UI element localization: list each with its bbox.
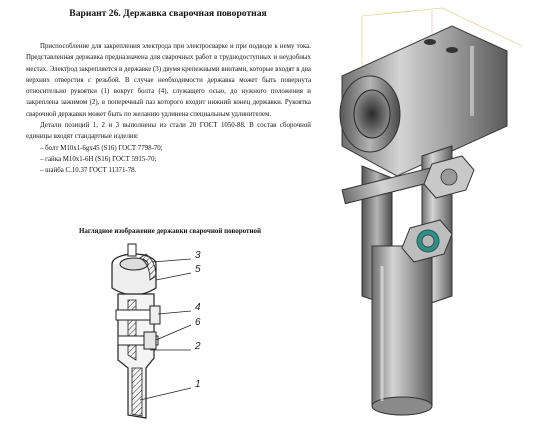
callout-4: 4 (195, 302, 201, 313)
body-text (26, 41, 311, 177)
paragraph-materials: Детали позиций 1, 2 и 3 выполнены из стали 20 ГОСТ 1050-88. В состав сборочной единицы входят стандартные изделия: (26, 122, 311, 141)
list-item-bolt: – болт М10х1-6gх45 (S16) ГОСТ 7798-70; (40, 144, 163, 152)
callout-1: 1 (195, 379, 201, 390)
figure-caption: Наглядное изображение державки сварочной поворотной (78, 227, 262, 235)
callout-3: 3 (195, 250, 201, 261)
paragraph-description: Приспособление для закрепления электрода при электросварке и при подводе к нему тока. Представленная державка предназначена для сварочных работ в труднодоступных и неудобных местах. Электрод закрепляется в державке (3) двумя крепежными винтами, которые входят в два верхних отверстия с резьбой. В случае необходимости державка может быть повернута относительно рукоятки (1) вокруг болта (4), служащего осью, до нужного положения и закреплена зажимом (2), в поперечный паз которого входит нижний конец державки. Рукоятка сварочной державки может быть по желанию удлинена специальным удлинителем. (26, 43, 311, 118)
callout-6: 6 (195, 317, 201, 328)
cutaway-illustration (88, 240, 218, 426)
render-3d (322, 6, 547, 424)
list-item-washer: – шайба С.10.37 ГОСТ 11371-78. (40, 167, 137, 175)
holder-3d-drawing (322, 6, 547, 424)
document-title: Вариант 26. Державка сварочная поворотная (69, 8, 267, 19)
list-item-nut: – гайка М10х1-6Н (S16) ГОСТ 5915-70; (40, 155, 157, 163)
callout-5: 5 (195, 264, 201, 275)
callout-2: 2 (195, 341, 201, 352)
